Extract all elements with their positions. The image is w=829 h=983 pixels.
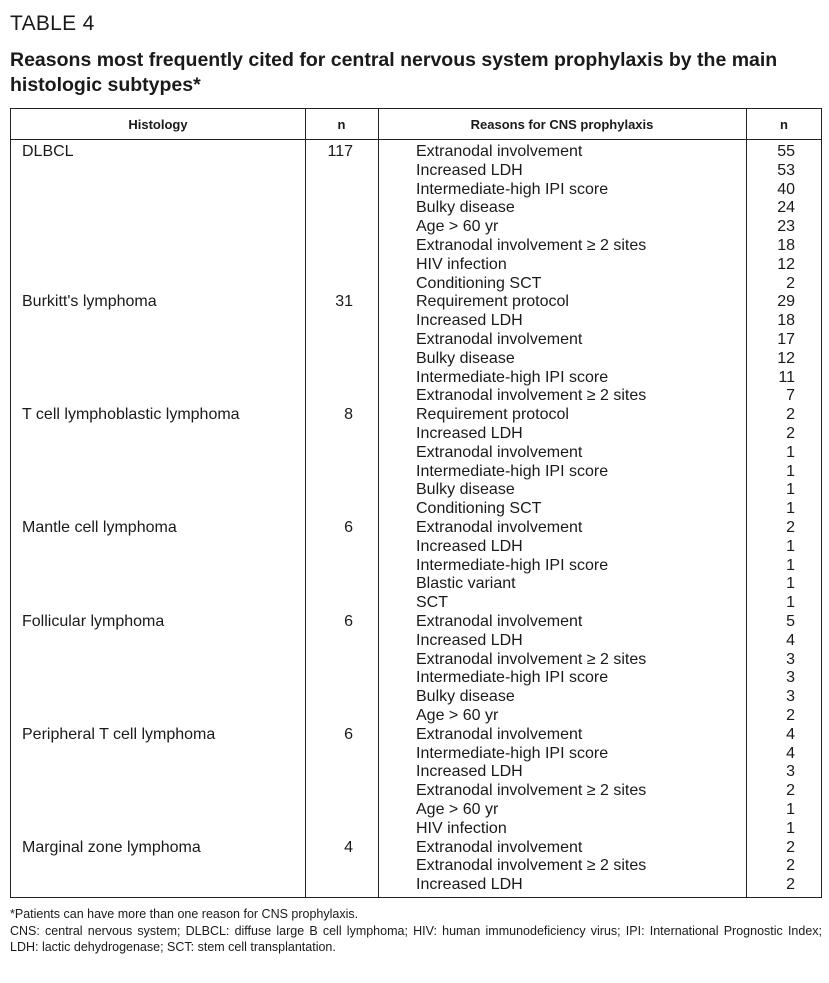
histology-cell: T cell lymphoblastic lymphoma	[22, 406, 240, 424]
reason-n-cell: 1	[786, 443, 795, 461]
reason-n-cell: 7	[786, 387, 795, 405]
reason-cell: Extranodal involvement ≥ 2 sites	[416, 650, 647, 668]
reason-cell: Extranodal involvement ≥ 2 sites	[416, 857, 647, 875]
reason-n-cell: 4	[786, 744, 795, 762]
table-caption: Reasons most frequently cited for central nervous system prophylaxis by the main histologic subtypes*	[10, 49, 778, 96]
reason-cell: Increased LDH	[416, 537, 523, 555]
header-divider	[11, 139, 821, 140]
column-divider	[305, 109, 306, 897]
reason-n-cell: 12	[777, 349, 795, 367]
reason-cell: Increased LDH	[416, 161, 523, 179]
reason-cell: Age > 60 yr	[416, 218, 499, 236]
table-label: TABLE 4	[10, 12, 95, 35]
reason-n-cell: 5	[786, 613, 795, 630]
reason-n-cell: 1	[786, 594, 795, 612]
reason-n-cell: 18	[777, 312, 795, 330]
reason-n-cell: 4	[786, 725, 795, 743]
reason-n-cell: 12	[777, 255, 795, 273]
reason-cell: SCT	[416, 594, 448, 612]
histology-cell: Mantle cell lymphoma	[22, 519, 177, 536]
histology-cell: Follicular lymphoma	[22, 613, 165, 630]
reason-cell: Bulky disease	[416, 349, 515, 367]
reason-n-cell: 40	[777, 180, 795, 198]
reason-n-cell: 1	[786, 537, 795, 555]
reason-n-cell: 1	[786, 801, 795, 818]
footnote-abbreviations: CNS: central nervous system; DLBCL: diffuse large B cell lymphoma; HIV: human immunodeficiency virus; IPI: International Prognostic Index; LDH: lactic dehydrogenase; SCT: stem cell transplantation.	[10, 923, 822, 954]
reason-cell: Extranodal involvement	[416, 331, 583, 348]
header-n-reasons: n	[780, 117, 788, 132]
histology-n-cell: 8	[344, 406, 353, 424]
histology-cell: DLBCL	[22, 143, 74, 160]
reason-cell: Extranodal involvement	[416, 838, 583, 856]
reason-cell: Increased LDH	[416, 425, 523, 442]
histology-cell: Burkitt's lymphoma	[22, 293, 157, 311]
reason-cell: Increased LDH	[416, 312, 523, 330]
reason-cell: Requirement protocol	[416, 406, 569, 424]
reason-cell: Extranodal involvement	[416, 143, 583, 160]
reason-cell: Increased LDH	[416, 763, 523, 781]
reason-cell: HIV infection	[416, 255, 507, 273]
reason-n-cell: 3	[786, 650, 795, 668]
reason-cell: Extranodal involvement ≥ 2 sites	[416, 237, 647, 254]
reason-cell: HIV infection	[416, 819, 507, 837]
histology-n-cell: 117	[327, 143, 353, 160]
footnotes	[10, 906, 822, 956]
histology-n-cell: 6	[344, 519, 353, 536]
reason-n-cell: 2	[786, 876, 795, 894]
reason-cell: Bulky disease	[416, 688, 515, 706]
reason-cell: Blastic variant	[416, 575, 516, 593]
reason-n-cell: 18	[777, 237, 795, 254]
reason-n-cell: 2	[786, 707, 795, 724]
histology-n-cell: 4	[344, 838, 353, 856]
reason-cell: Conditioning SCT	[416, 274, 542, 292]
reason-cell: Intermediate-high IPI score	[416, 180, 609, 198]
reason-n-cell: 17	[777, 331, 795, 348]
reason-n-cell: 2	[786, 519, 795, 536]
reason-n-cell: 2	[786, 782, 795, 800]
reason-cell: Intermediate-high IPI score	[416, 556, 609, 574]
histology-cell: Marginal zone lymphoma	[22, 838, 201, 856]
reason-n-cell: 1	[786, 819, 795, 837]
reason-cell: Extranodal involvement	[416, 613, 583, 630]
reason-n-cell: 23	[777, 218, 795, 236]
reason-cell: Increased LDH	[416, 631, 523, 649]
reason-cell: Extranodal involvement	[416, 443, 583, 461]
reason-cell: Intermediate-high IPI score	[416, 368, 609, 386]
reason-n-cell: 29	[777, 293, 795, 311]
reason-cell: Bulky disease	[416, 481, 515, 499]
histology-n-cell: 31	[335, 293, 353, 311]
reason-cell: Intermediate-high IPI score	[416, 744, 609, 762]
histology-n-cell: 6	[344, 725, 353, 743]
reason-cell: Bulky disease	[416, 199, 515, 217]
footnote-asterisk: *Patients can have more than one reason for CNS prophylaxis.	[10, 907, 359, 921]
reason-cell: Extranodal involvement ≥ 2 sites	[416, 387, 647, 405]
reason-n-cell: 2	[786, 838, 795, 856]
reason-cell: Extranodal involvement	[416, 519, 583, 536]
reason-n-cell: 1	[786, 575, 795, 593]
reason-cell: Extranodal involvement ≥ 2 sites	[416, 782, 647, 800]
reason-cell: Extranodal involvement	[416, 725, 583, 743]
reason-n-cell: 4	[786, 631, 795, 649]
reason-n-cell: 1	[786, 462, 795, 480]
header-histology: Histology	[128, 117, 188, 132]
reason-n-cell: 2	[786, 406, 795, 424]
reason-cell: Increased LDH	[416, 876, 523, 894]
reason-cell: Conditioning SCT	[416, 500, 542, 518]
reason-n-cell: 1	[786, 481, 795, 499]
reason-n-cell: 11	[778, 368, 795, 386]
reason-n-cell: 3	[786, 669, 795, 687]
histology-n-cell: 6	[344, 613, 353, 630]
reason-n-cell: 2	[786, 274, 795, 292]
reason-cell: Intermediate-high IPI score	[416, 669, 609, 687]
header-n-histology: n	[337, 117, 346, 132]
reason-cell: Intermediate-high IPI score	[416, 462, 609, 480]
reason-n-cell: 3	[786, 763, 795, 781]
header-reasons: Reasons for CNS prophylaxis	[470, 117, 654, 132]
reason-n-cell: 1	[786, 556, 795, 574]
reason-n-cell: 2	[786, 425, 795, 442]
reason-cell: Age > 60 yr	[416, 707, 499, 724]
reason-cell: Requirement protocol	[416, 293, 569, 311]
reason-n-cell: 2	[786, 857, 795, 875]
reason-cell: Age > 60 yr	[416, 801, 499, 818]
histology-cell: Peripheral T cell lymphoma	[22, 725, 216, 743]
reason-n-cell: 1	[786, 500, 795, 518]
data-table	[10, 108, 822, 898]
column-divider	[378, 109, 379, 897]
reason-n-cell: 53	[777, 161, 795, 179]
reason-n-cell: 24	[777, 199, 795, 217]
reason-n-cell: 3	[786, 688, 795, 706]
reason-n-cell: 55	[777, 143, 795, 160]
